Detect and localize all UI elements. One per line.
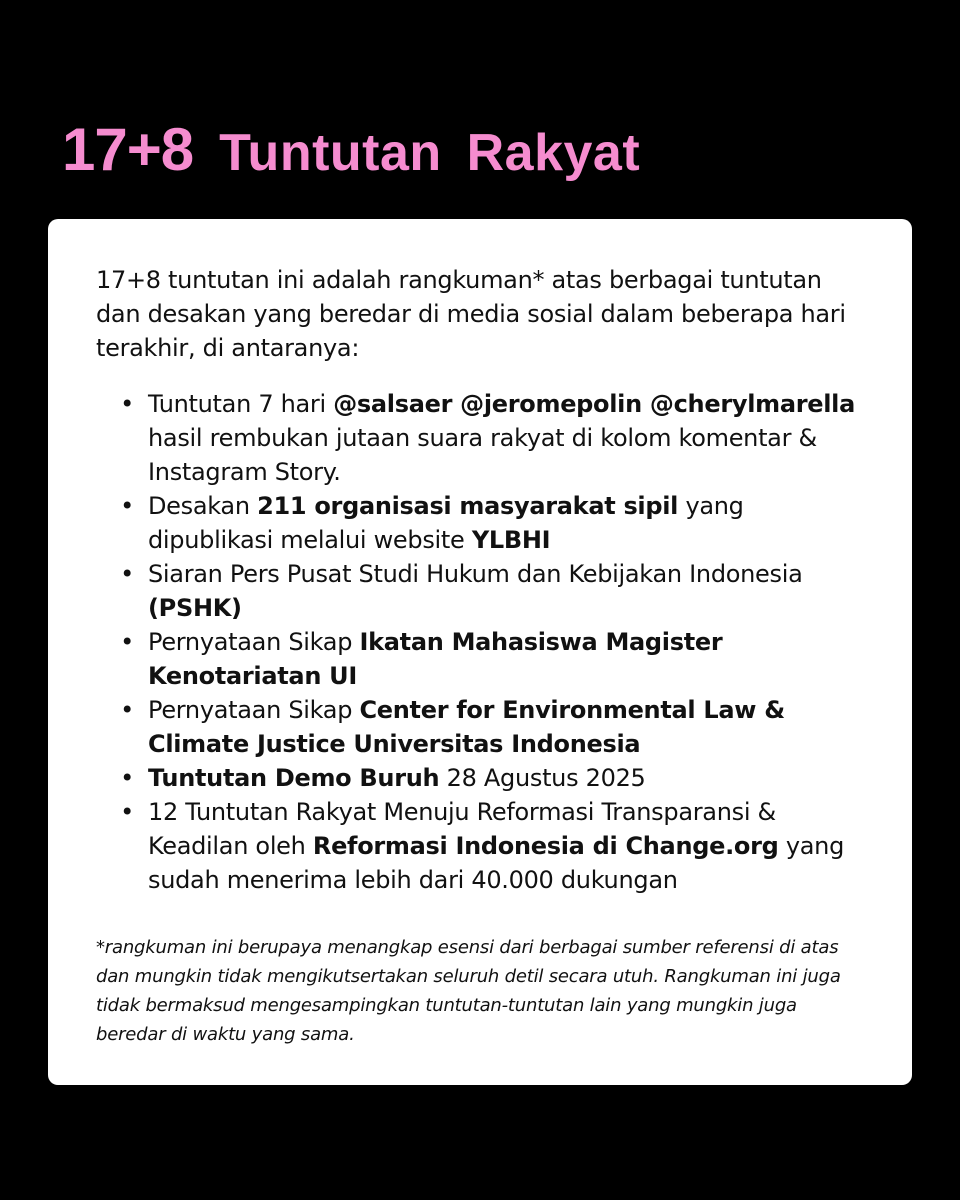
item-text: yang sudah menerima lebih dari 40.000 dukungan: [148, 832, 845, 894]
bullet-icon: •: [120, 764, 134, 792]
bullet-icon: •: [120, 492, 134, 520]
list-item: [120, 795, 864, 897]
item-bold-text: Tuntutan Demo Buruh: [148, 764, 440, 792]
bullet-icon: •: [120, 696, 134, 724]
intro-paragraph: 17+8 tuntutan ini adalah rangkuman* atas berbagai tuntutan dan desakan yang beredar di media sosial dalam beberapa hari terakhir, di antaranya:: [96, 266, 846, 362]
item-text: yang dipublikasi melalui website: [148, 492, 744, 554]
item-bold-text: Center for Environmental Law & Climate Justice Universitas Indonesia: [148, 696, 785, 758]
list-item: [120, 557, 864, 625]
item-text: Desakan: [148, 492, 258, 520]
item-bold-text: Reformasi Indonesia di Change.org: [312, 832, 779, 860]
item-bold-text: (PSHK): [148, 594, 242, 622]
list-item: [120, 489, 864, 557]
item-text: hasil rembukan jutaan suara rakyat di kolom komentar & Instagram Story.: [148, 424, 817, 486]
title-number: 17+8: [62, 116, 194, 183]
bullet-icon: •: [120, 628, 134, 656]
item-bold-text: @salsaer @jeromepolin @cherylmarella: [333, 390, 855, 418]
item-bold-text: Ikatan Mahasiswa Magister Kenotariatan UI: [148, 628, 723, 690]
list-item: [120, 761, 864, 795]
item-text: Siaran Pers Pusat Studi Hukum dan Kebijakan Indonesia: [148, 560, 803, 588]
bullet-icon: •: [120, 560, 134, 588]
bullet-icon: •: [120, 798, 134, 826]
item-text: 12 Tuntutan Rakyat Menuju Reformasi Transparansi & Keadilan oleh: [148, 798, 776, 860]
item-bold-text: 211 organisasi masyarakat sipil: [257, 492, 679, 520]
list-item: [120, 387, 864, 489]
item-bold-text: YLBHI: [471, 526, 551, 554]
item-text: Pernyataan Sikap: [148, 628, 360, 656]
footnote: *rangkuman ini berupaya menangkap esensi dari berbagai sumber referensi di atas dan mungkin tidak mengikutsertakan seluruh detil secara utuh. Rangkuman ini juga tidak bermaksud mengesampingkan tuntutan-tuntutan lain yang mungkin juga beredar di waktu yang sama.: [96, 937, 841, 1045]
title-text: Tuntutan Rakyat: [219, 124, 641, 182]
content-card: [48, 219, 912, 1085]
list-item: [120, 625, 864, 693]
sources-list: [96, 387, 864, 897]
item-text: 28 Agustus 2025: [439, 764, 646, 792]
item-text: Pernyataan Sikap: [148, 696, 360, 724]
bullet-icon: •: [120, 390, 134, 418]
item-text: Tuntutan 7 hari: [148, 390, 334, 418]
list-item: [120, 693, 864, 761]
page-title: [62, 116, 641, 183]
